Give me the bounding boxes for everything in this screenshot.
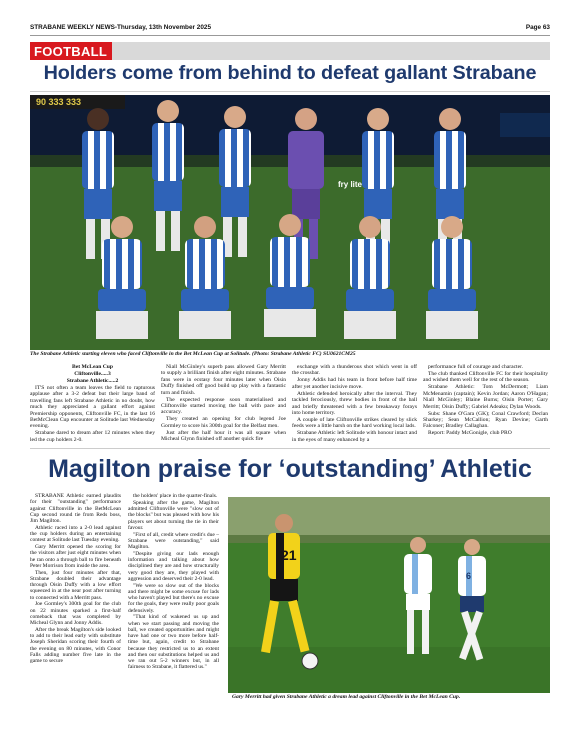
story1-column-1 <box>30 364 155 444</box>
result-away: Strabane Athletic.....2 <box>66 378 119 384</box>
story1-photo-caption: The Strabane Athletic starting eleven who faced Cliftonville in the Bet McLean Cup at Solitude. (Photo: Strabane Athletic FC) SU0621CM25 <box>30 351 356 357</box>
shirt-number: 21 <box>281 547 297 563</box>
story2-column-2 <box>128 493 219 725</box>
paragraph: Athletic defended heroically after the interval. They tackled ferociously, threw bodies in front of the ball and briefly threatened with a few breakaway forays into home territory. <box>292 390 417 417</box>
paragraph: "First of all, credit where credit's due – Strabane were outstanding," said Magilton. <box>128 531 219 550</box>
football <box>302 653 318 669</box>
story2-headline: Magilton praise for ‘outstanding’ Athletic <box>30 448 550 488</box>
shirt-sponsor: fry lite <box>338 180 363 189</box>
story1-column-4 <box>423 364 548 444</box>
paragraph: "That kind of wakened us up and when we start passing and moving the ball, we created opportunities and might have had one or two more before half-time but, again, credit to Strabane because they restricted us to an extent and then our substitutions helped us and we ran out 5-2 winners but, in all fairness to Strabane, it flattered us." <box>128 614 219 671</box>
team-photo <box>30 95 550 350</box>
story1-column-2 <box>161 364 286 444</box>
paragraph: Then, just four minutes after that, Strabane doubled their advantage through Oisin Duffy with a low effort squeezed in at the near post after turning to connected with a Merritt pass. <box>30 569 121 601</box>
paragraph: Just after the half hour it was all square when Micheal Glynn finished off another quick fire <box>161 429 286 443</box>
paragraph: The expected response soon materialised and Cliftonville started moving the ball with pace and accuracy. <box>161 396 286 416</box>
story1-column-3 <box>292 364 417 444</box>
story2-column-1 <box>30 493 121 725</box>
paragraph: A couple of late Cliftonville strikes cleared by slick feeds were a little harsh on the hard working local lads. <box>292 417 417 430</box>
paragraph: They created an opening for club legend Joe Gormley to score his 300th goal for the Belfast men. <box>161 416 286 429</box>
shirt-number: 6 <box>466 571 472 581</box>
story2-body <box>30 493 220 725</box>
match-action-photo <box>228 497 550 693</box>
paragraph: the holders' place in the quarter-finals. <box>133 493 218 499</box>
page-header <box>30 24 550 36</box>
paragraph: Speaking after the game, Magilton admitted Cliftonville were "slow out of the blocks" but was pleased with how his players set about turning the tie in their favour. <box>128 499 219 531</box>
paragraph: "Despite giving our lads enough information and talking about how disciplined they are and how structurally very good they are, they played with aggression and deserved their 2-0 lead. <box>128 550 219 582</box>
paragraph: Subs: Shane O'Gara (GK); Conal Crawford; Declan Sharkey; Sean McCallion; Ryan Devine; Garth Falconer; Bradley Callaghan. <box>423 410 548 430</box>
sign-phone: 90 333 333 <box>36 97 82 107</box>
paragraph: performance full of courage and character. <box>428 364 524 370</box>
paragraph: Athletic raced into a 2-0 lead against the cup holders during an entertaining contest at Solitude last Tuesday evening. <box>30 524 121 544</box>
paragraph: exchange with a thunderous shot which went in off the crossbar. <box>292 364 417 377</box>
paragraph: Strabane Athletic: Tom McDermott; Liam McMenamin (captain); Kevin Jordan; Aaron O'Hagan; Niall McGinley; Blaine Burns; Oisin Porter; Gary Merritt; Oisin Duffy; Gabriel Adeaku; Dylan Woods. <box>423 384 548 410</box>
result-home: Cliftonville.....3 <box>74 371 111 377</box>
paragraph: After the break Magilton's side looked to add to their lead early with substitute Joseph Sheridan scoring their fourth of the evening on 80 minutes, with Conor Falls adding number five late in the game to secure <box>30 626 121 664</box>
match-action-illustration <box>228 497 550 693</box>
paragraph: STRABANE Athletic earned plaudits for their "outstanding" performance against Cliftonville in the BetMcLean Cup second round tie from Reds boss, Jim Magilton. <box>30 493 121 524</box>
paragraph: Gary Merritt opened the scoring for the visitors after just eight minutes when he ran onto a through ball to fire beneath Peter Morrison from inside the area. <box>30 544 121 569</box>
result-competition: Bet McLean Cup <box>71 364 114 370</box>
paragraph: "We were so slow out of the blocks and there might be some excuse for lads who haven't played but there's no excuse for the goals, they were really poor goals defensively. <box>128 582 219 614</box>
paragraph: Niall McGinley's superb pass allowed Gary Merritt to supply a brilliant finish after eight minutes. Strabane fans were in ecstasy four minutes later when Oisin Duffy finished off good build up play with a fantastic turn and finish. <box>161 364 286 396</box>
section-tag: FOOTBALL <box>30 42 112 60</box>
paragraph: Report: Paddy McGonigle, club PRO <box>428 430 512 437</box>
story1-headline: Holders come from behind to defeat gallant Strabane <box>30 62 550 92</box>
paragraph: Strabane Athletic left Solitude with honour intact and in the eyes of many enhanced by a <box>292 430 417 443</box>
masthead: STRABANE WEEKLY NEWS-Thursday, 13th November 2025 <box>30 24 211 31</box>
paragraph: IT'S not often a team leaves the field to rapturous applause after a 3-2 defeat but their large band of travelling fans left Strabane Athletic in no doubt, how much they appreciated a gallant effort against Premiership opponents, Cliftonville FC, in the last 16 BetMcClean Cup encounter at Solitude last Wednesday evening. <box>30 385 155 430</box>
paragraph: Jonny Addis had his team in front before half time after yet another incisive move. <box>292 377 417 390</box>
paragraph: Strabane dared to dream after 12 minutes when they led the cup holders 2-0. <box>30 430 155 443</box>
section-bar <box>30 42 550 60</box>
page-number: Page 63 <box>525 24 550 31</box>
story2-photo-caption: Gary Merritt had given Strabane Athletic a dream lead against Cliftonville in the Bet McLean Cup. <box>232 694 461 700</box>
paragraph: Joe Gormley's 300th goal for the club on 22 minutes sparked a first-half comeback that was completed by Micheal Glynn and Jonny Addis. <box>30 601 121 626</box>
team-photo-illustration <box>30 95 550 350</box>
story1-body <box>30 364 550 444</box>
paragraph: The club thanked Cliftonville FC for their hospitality and wished them well for the rest of the season. <box>423 371 548 384</box>
